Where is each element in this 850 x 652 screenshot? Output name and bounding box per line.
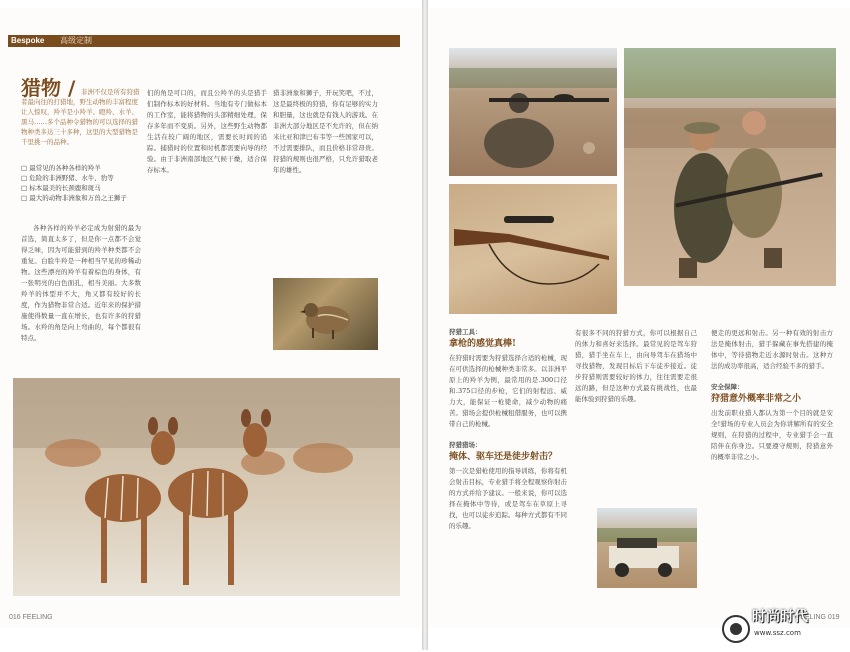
safety-label: 安全保障： (711, 384, 744, 391)
hunting-ground-label: 狩猎猎场： (449, 442, 482, 449)
prey-list-item: □ 最常见的各种各样的羚羊 (21, 164, 101, 172)
tools-section (449, 328, 567, 598)
prey-list-item: □ 标本最美的长颈鹿和斑马 (21, 184, 101, 192)
rifle-photo (449, 184, 617, 314)
bird-photo (273, 278, 378, 350)
prey-list (21, 163, 141, 203)
tools-label: 狩猎工具： (449, 329, 482, 336)
right-page (428, 8, 850, 628)
article-title: 猎物 / (21, 76, 76, 100)
body-column-2: 们的角是可口的，而且公羚羊的头是猎手们制作标本的好材料。当地有专门做标本的工作室，能将猎物的头部精细处理，保存多年而不变质。另外，这些野生动物都生活在较广阔的地区，需要长时间的追踪。捕猎时的位置和时机都需要向导的经验。由于非洲南部地区气候干燥，适合保存标本。 (147, 89, 267, 174)
article-intro: 非洲不仅是所有狩猎者最向往的打猎地，野生动物的丰富程度让人惊叹，羚羊是小羚羊、瞪羚、水羊、黑马……多个品种令猎物的可以选择的猎物种类多达三十多种，这里的大型猎物是千里挑一的品种。 (21, 87, 140, 146)
hunting-ground-text: 第一次是猎枪使用的指导训练，你将有机会射击目标，专业猎手将全程观察你射击的方式并给予建议。一般来说，你可以选择在掩体中等待，或是驾车在草原上寻找，也可以徒步追踪。每种方式都有不同的乐趣。 (449, 467, 567, 530)
section-subtitle: 高级定制 (60, 36, 92, 45)
tools-heading: 拿枪的感觉真棒! (449, 339, 516, 349)
watermark-text: 时尚时代 (752, 609, 808, 625)
section-header-bar (8, 35, 400, 47)
body-column-1: 各种各样的羚羊必定成为射猎的最为首选，简直太多了，但是你一点都不会觉得乏味，因为可能猎到的羚羊种类都不会重复。白脸牛羚是一种相当罕见的珍稀动物。这些漂亮的羚羊有着棕色的身体，有一张明亮的白色面孔，相当美丽。大多数羚羊的体型并不大，角又都有较好的长度，作为猎物非常合适。近年来的保护措施使得数量一直在增长，也有许多的狩猎场。水羚的角是向上弯曲的，每个都很有特点。 (21, 224, 141, 342)
left-page (0, 8, 423, 628)
hunting-ground-heading: 掩体、驱车还是徒步射击？ (449, 452, 558, 462)
page-number-left: 016 FEELING (9, 614, 53, 621)
body-column-right: 便走的更远和射击。另一种有效的射击方法是掩体射击，猎手躲藏在事先搭建的掩体中，等待猎物走近水源时射击。这种方法的成功率很高，适合经验不多的猎手。 (711, 329, 833, 370)
section-tag: Bespoke (11, 36, 45, 45)
watermark-url: www.ssz.com (754, 629, 801, 637)
safety-section (711, 328, 833, 598)
safety-text: 出发前职业猎人都认为第一个目的就是安全!猎场的专业人员会为你讲解所有的安全规则，在狩猎的过程中，专业猎手会一直陪伴在你身边。只要遵守规则，狩猎意外的概率非常之小。 (711, 409, 833, 461)
prey-list-item: □ 最大的动物非洲象和万兽之王狮子 (21, 194, 127, 202)
tools-text: 在狩猎时需要为狩猎选择合适的枪械，现在可供选择的枪械种类非常多。以非洲平原上的羚羊为例，最常用的是.300口径和.375口径的步枪，它们的射程远、威力大，能保证一枪毙命，减少动物的痛苦。猎场会提供枪械租借服务，也可以携带自己的枪械。 (449, 354, 567, 428)
safari-truck-photo (597, 508, 697, 588)
antelope-photo (13, 378, 400, 596)
hunters-sitting-photo (624, 48, 836, 286)
prey-list-item: □ 危险的非洲野猪、水牛、豹等 (21, 174, 114, 182)
site-watermark (720, 603, 850, 648)
page-number-right: FEELING 019 (796, 614, 840, 621)
safety-heading: 狩猎意外概率非常之小 (711, 394, 802, 404)
body-column-mid: 有很多不同的狩猎方式，你可以根据自己的体力和喜好来选择。最常见的是驾车狩猎，猎手坐在车上，由向导驾车在猎场中寻找猎物，发现目标后下车徒步接近。徒步狩猎则需要较好的体力，往往需要走很远的路，但是这种方式最有挑战性，也最能体验到狩猎的乐趣。 (575, 329, 697, 403)
body-column-3: 猎非洲象和狮子，开玩笑吧，不过，这是最终极的狩猎，你有足够的实力和胆量，这也就是有钱人的游戏。在非洲大部分地区是不允许的，但在纳米比亚和津巴布韦等一些国家可以，不过需要排队，而且价格非常昂贵。狩猎的规则也很严格，只允许猎取老年的雄性。 (273, 89, 378, 174)
hunter-aiming-photo (449, 48, 617, 176)
